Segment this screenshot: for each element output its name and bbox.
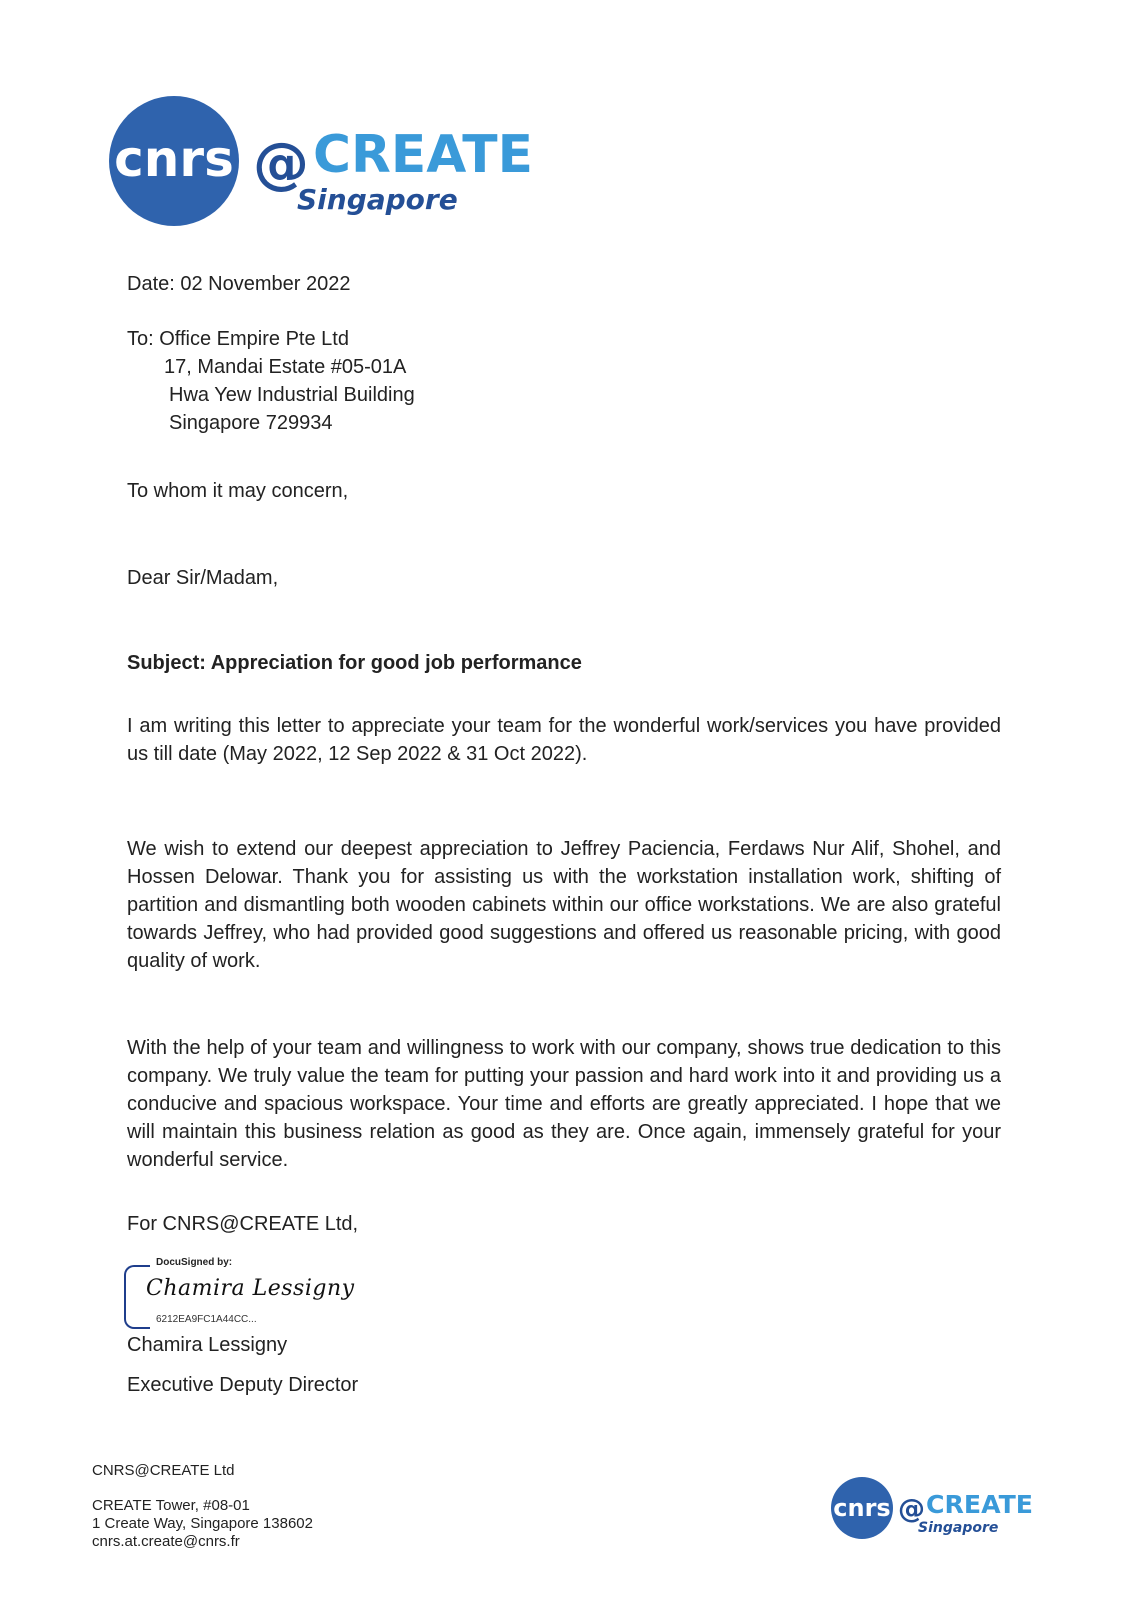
recipient-line: Hwa Yew Industrial Building — [169, 384, 415, 406]
concern-line: To whom it may concern, — [127, 480, 349, 502]
docusign-signature-block — [124, 1257, 355, 1325]
logo-singapore-text: Singapore — [297, 183, 458, 216]
subject-line: Subject: Appreciation for good job performance — [127, 652, 582, 674]
recipient-address — [127, 325, 415, 437]
logo-cnrs-text: cnrs — [114, 130, 234, 188]
footer-address-line: 1 Create Way, Singapore 138602 — [92, 1515, 313, 1532]
body-paragraph: We wish to extend our deepest appreciation to Jeffrey Paciencia, Ferdaws Nur Alif, Shohel, and Hossen Delowar. Thank you for assisting us with the workstation installation work, shifting of partition and dismantling both wooden cabinets within our office workstations. We are also grateful towards Jeffrey, who had provided good suggestions and offered us reasonable pricing, with good quality of work. — [127, 838, 1001, 972]
body-paragraph: I am writing this letter to appreciate your team for the wonderful work/services you have provided us till date (May 2022, 12 Sep 2022 & 31 Oct 2022). — [127, 715, 1001, 765]
cnrs-create-logo — [107, 94, 539, 228]
footer-logo-at-text: @ — [898, 1494, 925, 1525]
letter-date: Date: 02 November 2022 — [127, 273, 351, 295]
docusign-hash: 6212EA9FC1A44CC... — [156, 1314, 257, 1325]
logo-create-text: CREATE — [313, 125, 533, 185]
recipient-line: 17, Mandai Estate #05-01A — [164, 356, 407, 378]
salutation: Dear Sir/Madam, — [127, 567, 279, 589]
footer-logo — [830, 1476, 1035, 1540]
docusign-label: DocuSigned by: — [156, 1257, 233, 1268]
footer-email[interactable]: cnrs.at.create@cnrs.fr — [92, 1533, 240, 1550]
handwritten-signature: Chamira Lessigny — [146, 1276, 355, 1301]
footer-company: CNRS@CREATE Ltd — [92, 1462, 235, 1479]
footer-address-line: CREATE Tower, #08-01 — [92, 1497, 250, 1514]
footer-address — [92, 1497, 313, 1551]
footer-logo-singapore-text: Singapore — [918, 1520, 999, 1536]
body-paragraph: With the help of your team and willingness to work with our company, shows true dedication to this company. We truly value the team for putting your passion and hard work into it and providing us a conducive and spacious workspace. Your time and efforts are greatly appreciated. I hope that we will maintain this business relation as good as they are. Once again, immensely grateful for your wonderful service. — [127, 1037, 1001, 1171]
closing-line: For CNRS@CREATE Ltd, — [127, 1213, 359, 1235]
recipient-line: Singapore 729934 — [169, 412, 333, 434]
footer-logo-create-text: CREATE — [926, 1490, 1033, 1519]
signer-name: Chamira Lessigny — [127, 1334, 288, 1356]
logo-at-text: @ — [253, 131, 309, 196]
footer-logo-cnrs-text: cnrs — [833, 1494, 891, 1522]
recipient-line: To: Office Empire Pte Ltd — [127, 328, 349, 350]
signer-title: Executive Deputy Director — [127, 1374, 359, 1396]
